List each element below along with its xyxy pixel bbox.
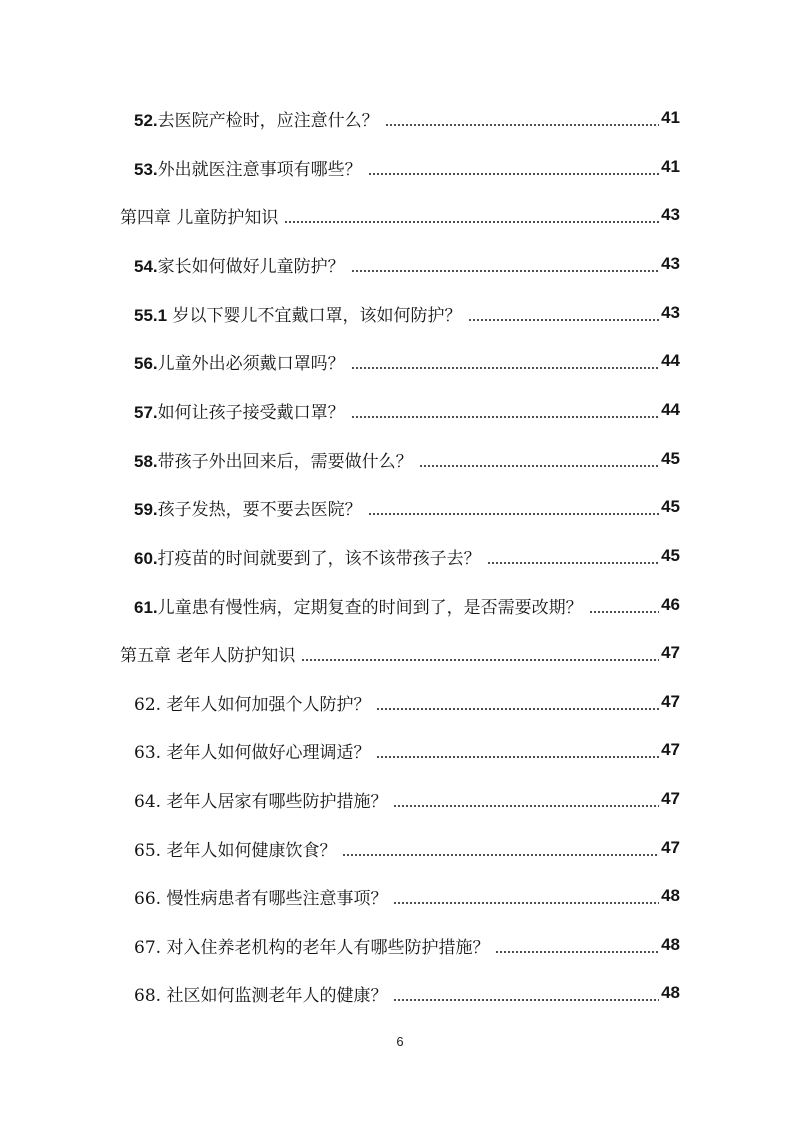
toc-page-number: 48 bbox=[661, 935, 680, 954]
toc-entry-55[interactable] bbox=[0, 298, 680, 328]
toc-entry-title: 68. 社区如何监测老年人的健康？ bbox=[134, 985, 388, 1006]
toc-entry-title: 61.儿童患有慢性病，定期复查的时间到了，是否需要改期？ bbox=[134, 597, 583, 618]
dot-leader bbox=[351, 270, 659, 272]
toc-page-number: 43 bbox=[661, 303, 680, 322]
toc-entry-title: 66. 慢性病患者有哪些注意事项？ bbox=[134, 888, 388, 909]
dot-leader bbox=[342, 854, 659, 856]
toc-page-number: 47 bbox=[661, 838, 680, 857]
dot-leader bbox=[495, 951, 659, 953]
toc-page-number: 47 bbox=[661, 789, 680, 808]
toc-entry-67[interactable] bbox=[0, 930, 680, 960]
toc-chapter-title: 第四章 儿童防护知识 bbox=[120, 207, 279, 228]
dot-leader bbox=[589, 611, 659, 613]
toc-entry-68[interactable] bbox=[0, 978, 680, 1008]
toc-entry-title: 62. 老年人如何加强个人防护？ bbox=[134, 694, 371, 715]
toc-page-number: 45 bbox=[661, 546, 680, 565]
toc-page-number: 41 bbox=[661, 157, 680, 176]
toc-entry-title: 65. 老年人如何健康饮食？ bbox=[134, 840, 337, 861]
toc-page-number: 45 bbox=[661, 449, 680, 468]
dot-leader bbox=[487, 562, 659, 564]
toc-entry-title: 64. 老年人居家有哪些防护措施？ bbox=[134, 791, 388, 812]
dot-leader bbox=[284, 221, 659, 223]
dot-leader bbox=[393, 805, 659, 807]
toc-entry-title: 59.孩子发热，要不要去医院？ bbox=[134, 499, 362, 520]
toc-entry-57[interactable] bbox=[0, 395, 680, 425]
toc-entry-title: 67. 对入住养老机构的老年人有哪些防护措施？ bbox=[134, 937, 490, 958]
toc-entry-title: 55.1 岁以下婴儿不宜戴口罩，该如何防护？ bbox=[134, 305, 462, 326]
dot-leader bbox=[368, 513, 659, 515]
toc-entry-title: 56.儿童外出必须戴口罩吗？ bbox=[134, 353, 345, 374]
toc-entry-title: 63. 老年人如何做好心理调适？ bbox=[134, 742, 371, 763]
toc-page-number: 43 bbox=[661, 205, 680, 224]
toc-page-number: 47 bbox=[661, 643, 680, 662]
toc-page-number: 48 bbox=[661, 983, 680, 1002]
toc-chapter-4[interactable] bbox=[0, 200, 680, 230]
toc-page-number: 47 bbox=[661, 692, 680, 711]
dot-leader bbox=[376, 756, 659, 758]
toc-entry-54[interactable] bbox=[0, 249, 680, 279]
dot-leader bbox=[393, 902, 659, 904]
toc-entry-63[interactable] bbox=[0, 735, 680, 765]
toc-page-number: 44 bbox=[661, 351, 680, 370]
toc-page-number: 48 bbox=[661, 886, 680, 905]
toc-entry-66[interactable] bbox=[0, 881, 680, 911]
toc-entry-title: 54.家长如何做好儿童防护？ bbox=[134, 256, 345, 277]
dot-leader bbox=[376, 708, 659, 710]
toc-entry-title: 58.带孩子外出回来后，需要做什么？ bbox=[134, 451, 413, 472]
toc-entry-title: 60.打疫苗的时间就要到了，该不该带孩子去？ bbox=[134, 548, 481, 569]
toc-page-number: 46 bbox=[661, 595, 680, 614]
toc-entry-59[interactable] bbox=[0, 492, 680, 522]
dot-leader bbox=[393, 999, 659, 1001]
toc-entry-58[interactable] bbox=[0, 444, 680, 474]
toc-entry-65[interactable] bbox=[0, 833, 680, 863]
toc-entry-56[interactable] bbox=[0, 346, 680, 376]
toc-entry-title: 53.外出就医注意事项有哪些？ bbox=[134, 159, 362, 180]
toc-chapter-5[interactable] bbox=[0, 638, 680, 668]
toc-page-number: 43 bbox=[661, 254, 680, 273]
dot-leader bbox=[351, 416, 659, 418]
toc-entry-60[interactable] bbox=[0, 541, 680, 571]
toc-entry-53[interactable] bbox=[0, 152, 680, 182]
toc-page-number: 47 bbox=[661, 740, 680, 759]
dot-leader bbox=[368, 173, 659, 175]
toc-page-number: 41 bbox=[661, 108, 680, 127]
dot-leader bbox=[385, 124, 659, 126]
dot-leader bbox=[351, 367, 659, 369]
toc-page-number: 45 bbox=[661, 497, 680, 516]
dot-leader bbox=[301, 659, 659, 661]
toc-page-number: 44 bbox=[661, 400, 680, 419]
toc-entry-64[interactable] bbox=[0, 784, 680, 814]
toc-entry-title: 52.去医院产检时，应注意什么？ bbox=[134, 110, 379, 131]
toc-entry-61[interactable] bbox=[0, 590, 680, 620]
toc-chapter-title: 第五章 老年人防护知识 bbox=[120, 645, 296, 666]
dot-leader bbox=[419, 465, 659, 467]
toc-entry-62[interactable] bbox=[0, 687, 680, 717]
toc-entry-title: 57.如何让孩子接受戴口罩？ bbox=[134, 402, 345, 423]
toc-entry-52[interactable] bbox=[0, 103, 680, 133]
page-number: 6 bbox=[396, 1034, 404, 1049]
dot-leader bbox=[468, 319, 660, 321]
